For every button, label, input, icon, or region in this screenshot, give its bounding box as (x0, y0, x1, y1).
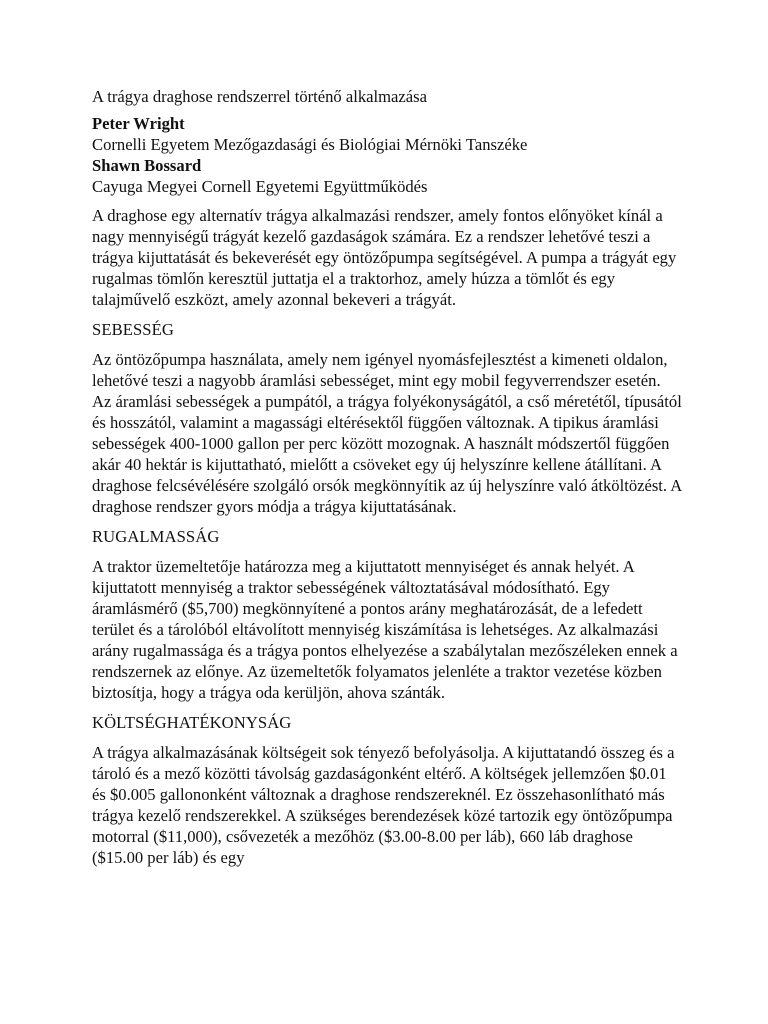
section-heading-cost: KÖLTSÉGHATÉKONYSÁG (92, 713, 292, 732)
author-affiliation-1: Cornelli Egyetem Mezőgazdasági és Biológiai Mérnöki Tanszéke (92, 135, 528, 154)
document-title: A trágya draghose rendszerrel történő alkalmazása (92, 87, 427, 106)
section-paragraph-flexibility: A traktor üzemeltetője határozza meg a kijuttatott mennyiséget és annak helyét. A kijuttatott mennyiség a traktor sebességének változtatásával módosítható. Egy áramlásmérő ($5,700) megkönnyítené a pontos arány meghatározását, de a lefedett terület és a tárolóból eltávolított mennyiség kiszámítása is lehetséges. Az alkalmazási arány rugalmassága és a trágya pontos elhelyezése a szabálytalan mezőszéleken ennek a rendszernek az előnye. Az üzemeltetők folyamatos jelenléte a traktor vezetése közben biztosítja, hogy a trágya oda kerüljön, ahova szánták. (92, 557, 678, 702)
section-paragraph-cost: A trágya alkalmazásának költségeit sok tényező befolyásolja. A kijuttatandó összeg és a tároló és a mező közötti távolság gazdaságonként eltérő. A költségek jellemzően $0.01 és $0.005 gallononként változnak a draghose rendszereknél. Ez összehasonlítható más trágya kezelő rendszerekkel. A szükséges berendezések közé tartozik egy öntözőpumpa motorral ($11,000), csővezeték a mezőhöz ($3.00-8.00 per láb), 660 láb draghose ($15.00 per láb) és egy (92, 743, 675, 867)
author-affiliation-2: Cayuga Megyei Cornell Egyetemi Együttműködés (92, 177, 428, 196)
section-paragraph-speed: Az öntözőpumpa használata, amely nem igényel nyomásfejlesztést a kimeneti oldalon, lehetővé teszi a nagyobb áramlási sebességet, mint egy mobil fegyverrendszer esetén. Az áramlási sebességek a pumpától, a trágya folyékonyságától, a cső méretétől, típusától és hosszától, valamint a magassági eltérésektől függően változnak. A tipikus áramlási sebességek 400-1000 gallon per perc között mozognak. A használt módszertől függően akár 40 hektár is kijuttatható, mielőtt a csöveket egy új helyszínre kellene átállítani. A draghose felcsévélésére szolgáló orsók megkönnyítik az új helyszínre való átköltözést. A draghose rendszer gyors módja a trágya kijuttatásának. (92, 350, 682, 516)
section-heading-flexibility: RUGALMASSÁG (92, 527, 220, 546)
author-name-1: Peter Wright (92, 114, 185, 133)
section-heading-speed: SEBESSÉG (92, 320, 174, 339)
author-name-2: Shawn Bossard (92, 156, 202, 175)
author-block (92, 113, 682, 197)
intro-paragraph: A draghose egy alternatív trágya alkalmazási rendszer, amely fontos előnyöket kínál a nagy mennyiségű trágyát kezelő gazdaságok számára. Ez a rendszer lehetővé teszi a trágya kijuttatását és bekeverését egy öntözőpumpa segítségével. A pumpa a trágyát egy rugalmas tömlőn keresztül juttatja el a traktorhoz, amely húzza a tömlőt és egy talajművelő eszközt, amely azonnal bekeveri a trágyát. (92, 206, 677, 309)
